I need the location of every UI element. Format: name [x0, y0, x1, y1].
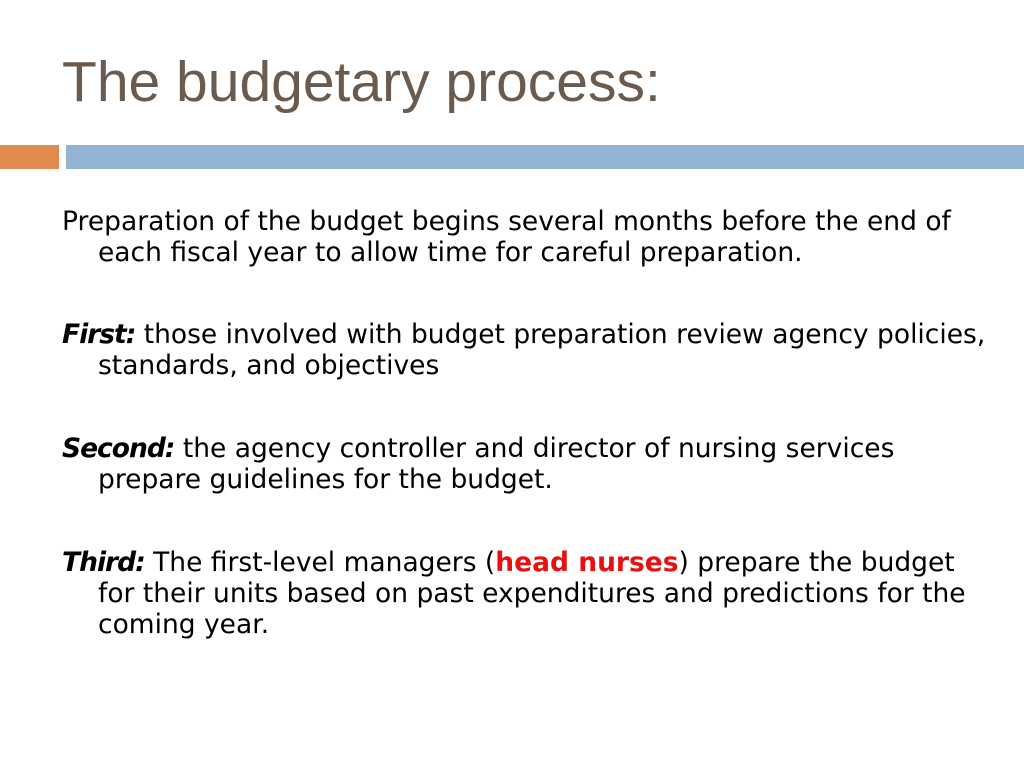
paragraph-second	[62, 433, 997, 495]
paragraph-text: Preparation of the budget begins several months before the end of each fiscal year to allow time for careful preparation.	[62, 206, 951, 268]
slide-title: The budgetary process:	[62, 50, 661, 114]
paragraph-text: those involved with budget preparation review agency policies, standards, and objectives	[98, 319, 986, 381]
accent-bar-blue	[66, 145, 1024, 169]
accent-bar-orange	[0, 145, 59, 169]
step-label-third: Third:	[62, 547, 145, 578]
step-label-first: First:	[62, 319, 136, 350]
paragraph-third	[62, 547, 997, 640]
paragraph-text: the agency controller and director of nursing services prepare guidelines for the budget.	[98, 433, 895, 495]
slide-body	[62, 206, 997, 691]
paragraph-preparation	[62, 206, 997, 268]
paragraph-first	[62, 319, 997, 381]
highlight-head-nurses: head nurses	[495, 547, 679, 578]
paragraph-text: ) prepare the budget for their units based on past expenditures and predictions for the coming year.	[98, 547, 966, 640]
paragraph-text: The first-level managers (	[144, 547, 496, 578]
step-label-second: Second:	[62, 433, 175, 464]
